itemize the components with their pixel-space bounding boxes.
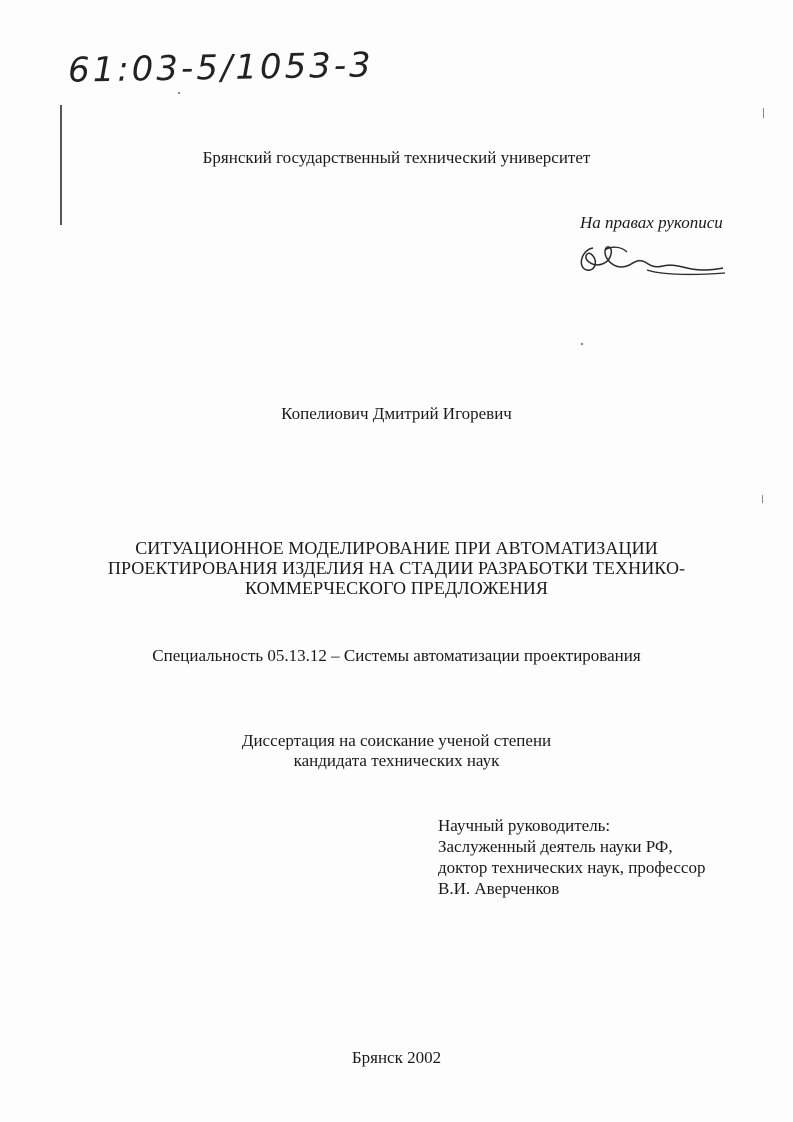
- city-year: Брянск 2002: [351, 1048, 442, 1067]
- university-name: Брянский государственный технический университет: [202, 148, 591, 167]
- advisor-line: Заслуженный деятель науки РФ,: [438, 837, 673, 856]
- degree-statement: [0, 731, 793, 771]
- advisor-line: доктор технических наук, профессор: [438, 858, 706, 877]
- scientific-advisor: [438, 815, 705, 899]
- scan-speck: [763, 108, 764, 118]
- title-line: СИТУАЦИОННОЕ МОДЕЛИРОВАНИЕ ПРИ АВТОМАТИЗАЦИИ: [135, 538, 658, 558]
- advisor-line: В.И. Аверченков: [438, 879, 560, 898]
- scan-speck: [762, 495, 763, 503]
- dissertation-title: [0, 538, 793, 598]
- signature-icon: [575, 240, 735, 285]
- title-line: КОММЕРЧЕСКОГО ПРЕДЛОЖЕНИЯ: [245, 578, 548, 598]
- scan-speck: [178, 92, 180, 94]
- degree-line: кандидата технических наук: [293, 751, 500, 770]
- manuscript-rights-note: На правах рукописи: [580, 213, 723, 232]
- advisor-line: Научный руководитель:: [438, 816, 611, 835]
- scan-speck: [581, 343, 583, 345]
- handwritten-catalog-code: 61:03-5/1053-3: [67, 45, 375, 91]
- title-line: ПРОЕКТИРОВАНИЯ ИЗДЕЛИЯ НА СТАДИИ РАЗРАБОТКИ ТЕХНИКО-: [107, 558, 686, 578]
- author-name: Копелиович Дмитрий Игоревич: [281, 404, 512, 423]
- specialty: Специальность 05.13.12 – Системы автоматизации проектирования: [152, 646, 641, 665]
- degree-line: Диссертация на соискание ученой степени: [241, 731, 552, 750]
